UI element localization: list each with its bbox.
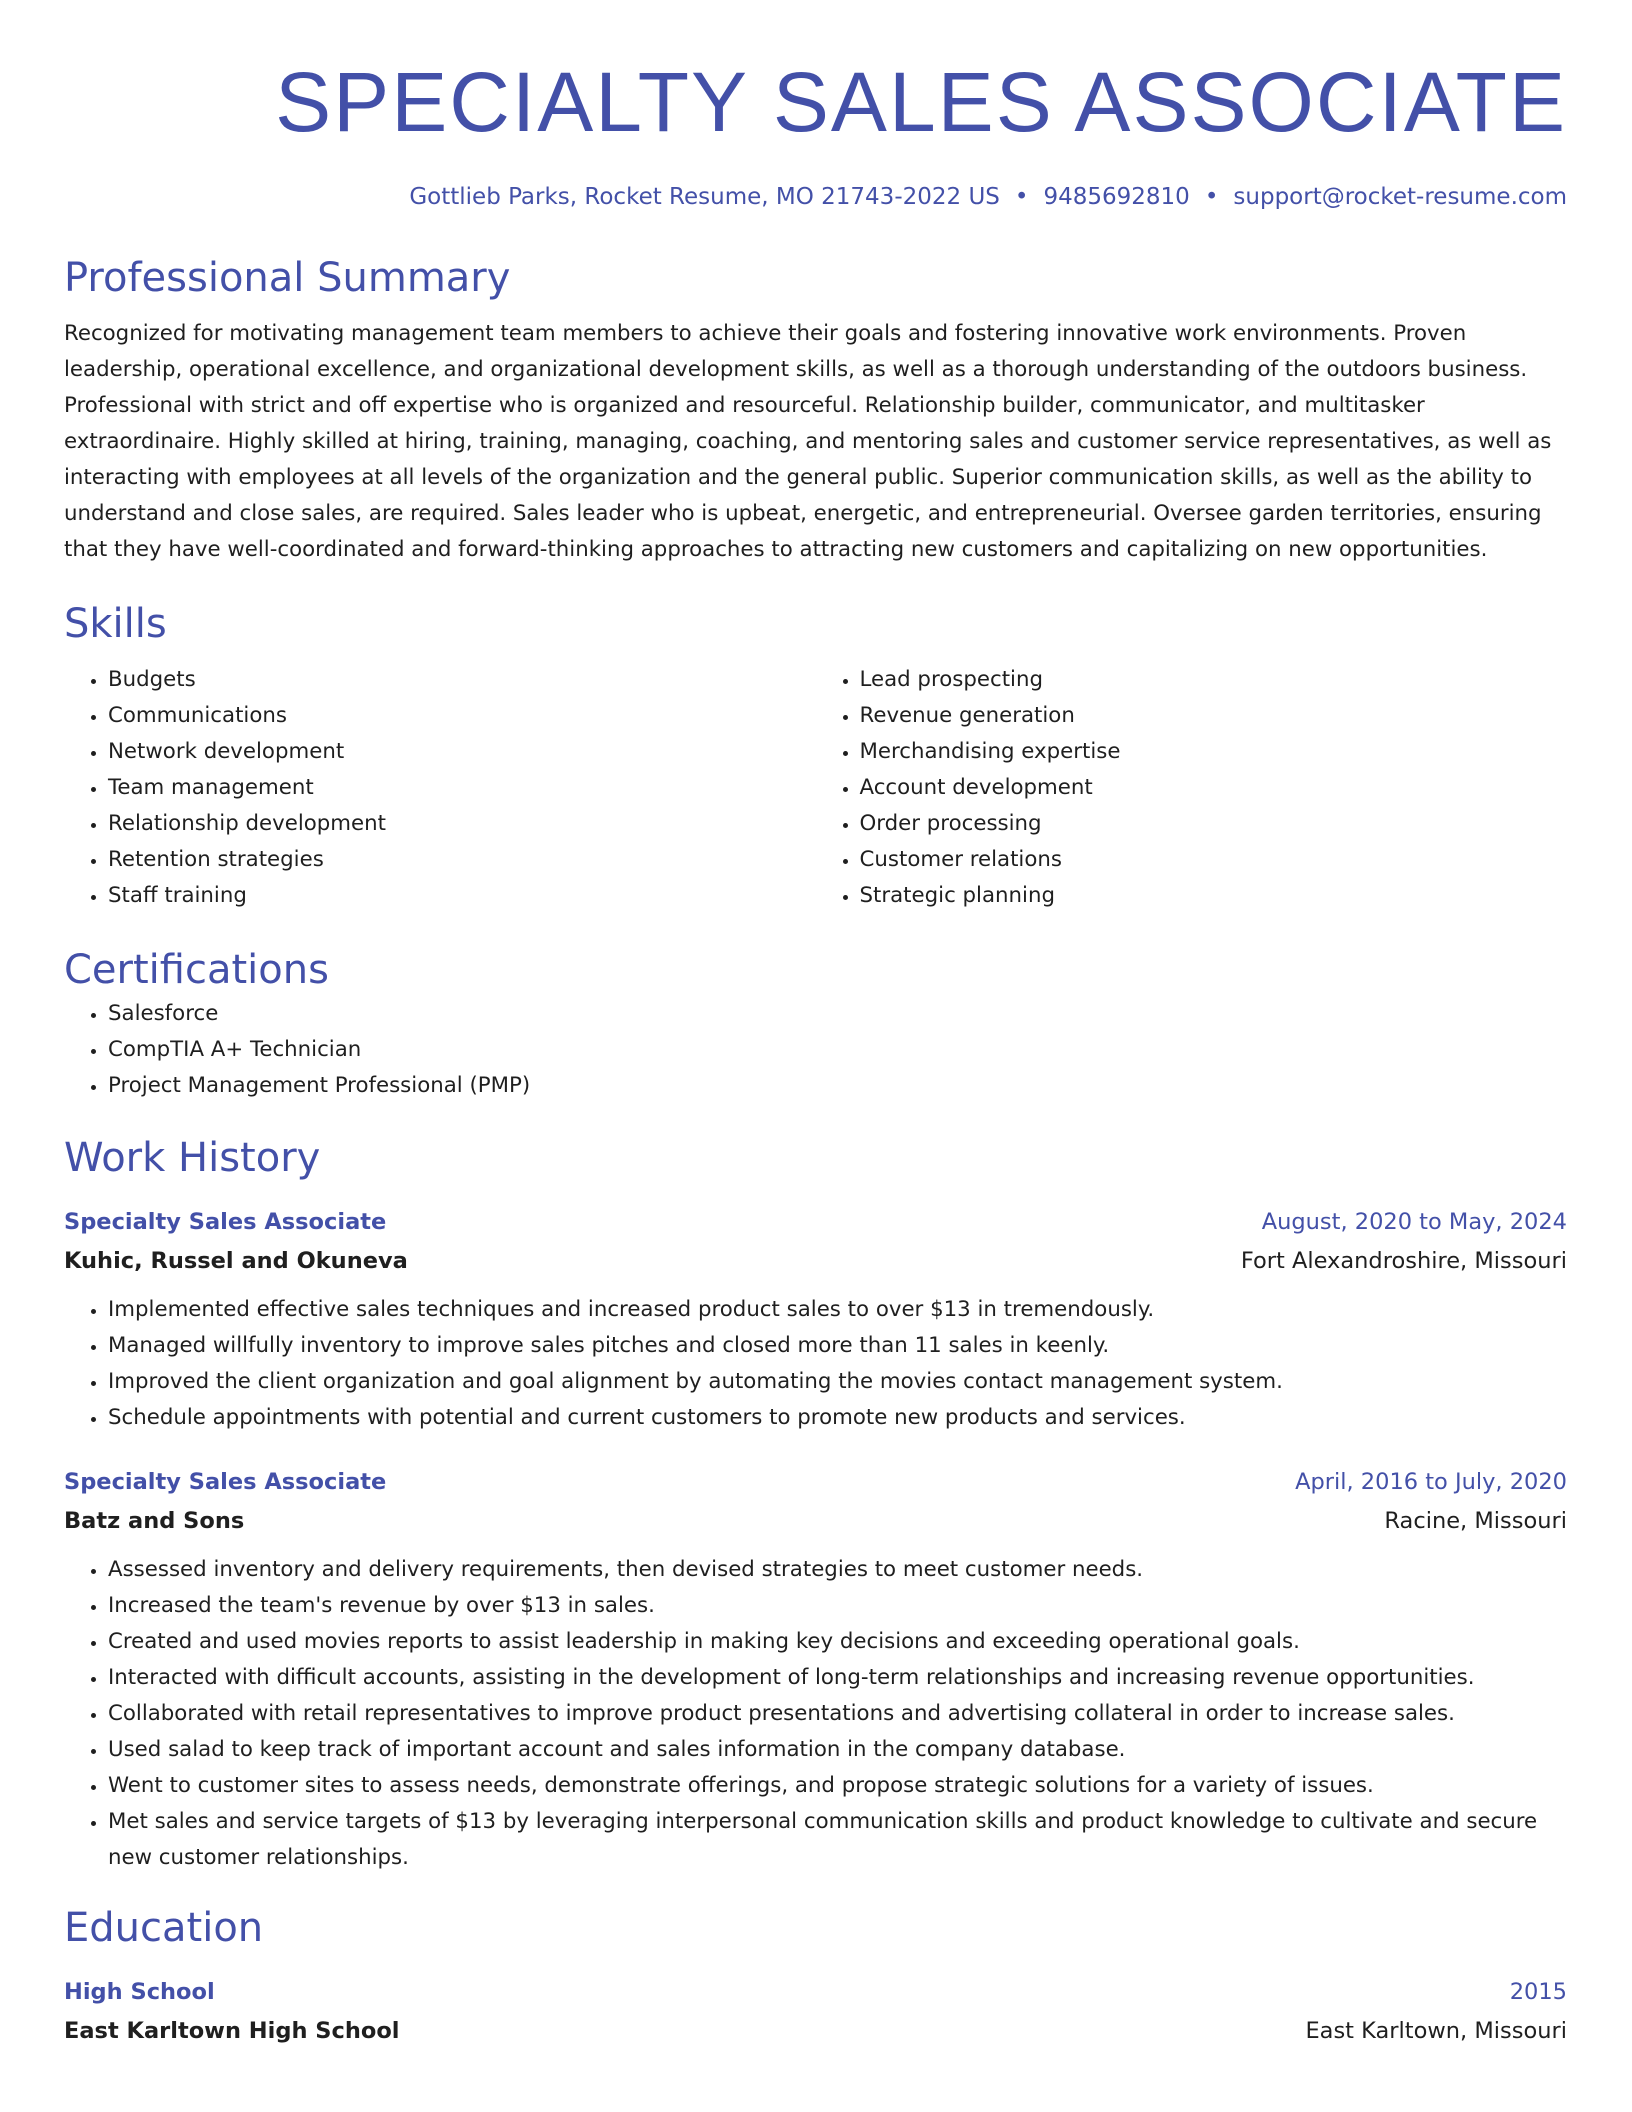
skills-heading: Skills [64,601,167,647]
certifications-list [64,996,1567,1104]
summary-text: Recognized for motivating management team members to achieve their goals and fostering innovative work environments. Proven leadership, operational excellence, and organizational development skills, as well as a thorough understanding of the outdoors business. Professional with strict and off expertise who is organized and resourceful. Relationship builder, communicator, and multitasker extraordinaire. Highly skilled at hiring, training, managing, coaching, and mentoring sales and customer service representatives, as well as interacting with employees at all levels of the organization and the general public. Superior communication skills, as well as the ability to understand and close sales, are required. Sales leader who is upbeat, energetic, and entrepreneurial. Oversee garden territories, ensuring that they have well-coordinated and forward-thinking approaches to attracting new customers and capitalizing on new opportunities. [64,321,1552,562]
skill-item: • Revenue generation [860,698,1568,734]
skill-item: • Account development [860,770,1568,806]
skill-item: • Lead prospecting [860,662,1568,698]
job-bullet: • Used salad to keep track of important account and sales information in the company database. [108,1732,1567,1768]
education-degree: High School [64,1979,215,2005]
job-title: Specialty Sales Associate [64,1469,387,1495]
job-bullet: • Increased the team's revenue by over $13 in sales. [108,1588,1567,1624]
skill-item: • Strategic planning [860,878,1568,914]
job-bullet: • Managed willfully inventory to improve sales pitches and closed more than 11 sales in keenly. [108,1328,1567,1364]
job-company: Kuhic, Russel and Okuneva [64,1248,408,1274]
work-history-heading: Work History [64,1135,321,1181]
skill-item: • Team management [108,770,816,806]
education-entry [64,1972,1567,2050]
skills-list-right [816,662,1568,914]
education-degree-row [64,1972,1567,2012]
contact-line [64,182,1567,212]
skill-item: • Order processing [860,806,1568,842]
job-dates: April, 2016 to July, 2020 [1295,1469,1567,1495]
job-title: Specialty Sales Associate [64,1209,387,1235]
job-location: Racine, Missouri [1384,1508,1567,1534]
skill-item: • Budgets [108,662,816,698]
job-bullet: • Collaborated with retail representatives to improve product presentations and advertising collateral in order to increase sales. [108,1696,1567,1732]
skill-item: • Relationship development [108,806,816,842]
certification-item: • CompTIA A+ Technician [108,1032,1567,1068]
certifications-heading: Certifications [64,947,329,993]
job-bullet: • Met sales and service targets of $13 by leveraging interpersonal communication skills and product knowledge to cultivate and secure new customer relationships. [108,1804,1567,1876]
skills-grid [64,662,1567,914]
contact-separator: • [1014,184,1029,210]
job-bullets [64,1552,1567,1876]
skill-item: • Customer relations [860,842,1568,878]
education-heading: Education [64,1905,264,1951]
job-company: Batz and Sons [64,1508,245,1534]
job-location: Fort Alexandroshire, Missouri [1240,1248,1567,1274]
certification-item: • Salesforce [108,996,1567,1032]
job-bullet: • Improved the client organization and goal alignment by automating the movies contact management system. [108,1364,1567,1400]
certification-item: • Project Management Professional (PMP) [108,1068,1567,1104]
job-dates: August, 2020 to May, 2024 [1261,1209,1567,1235]
contact-separator: • [1204,184,1219,210]
job-entry [64,1202,1567,1436]
job-company-row [64,1242,1567,1280]
job-title-row [64,1202,1567,1242]
education-school: East Karltown High School [64,2018,400,2044]
skill-item: • Communications [108,698,816,734]
resume-name: SPECIALTY SALES ASSOCIATE [275,55,1567,149]
job-title-row [64,1462,1567,1502]
skills-list-left [64,662,816,914]
resume-page [64,0,1567,2050]
contact-address: Gottlieb Parks, Rocket Resume, MO 21743-2022 US [409,184,1000,210]
contact-email[interactable]: support@rocket-resume.com [1233,184,1567,210]
skill-item: • Merchandising expertise [860,734,1568,770]
skill-item: • Staff training [108,878,816,914]
skill-item: • Network development [108,734,816,770]
job-bullets [64,1292,1567,1436]
job-bullet: • Implemented effective sales techniques and increased product sales to over $13 in tremendously. [108,1292,1567,1328]
job-company-row [64,1502,1567,1540]
education-location: East Karltown, Missouri [1305,2018,1567,2044]
job-entry [64,1462,1567,1876]
education-year: 2015 [1509,1979,1567,2005]
contact-phone[interactable]: 9485692810 [1043,184,1190,210]
job-bullet: • Went to customer sites to assess needs, demonstrate offerings, and propose strategic solutions for a variety of issues. [108,1768,1567,1804]
job-bullet: • Assessed inventory and delivery requirements, then devised strategies to meet customer needs. [108,1552,1567,1588]
summary-heading: Professional Summary [64,255,511,301]
education-school-row [64,2012,1567,2050]
job-bullet: • Created and used movies reports to assist leadership in making key decisions and exceeding operational goals. [108,1624,1567,1660]
job-bullet: • Schedule appointments with potential and current customers to promote new products and services. [108,1400,1567,1436]
skill-item: • Retention strategies [108,842,816,878]
job-bullet: • Interacted with difficult accounts, assisting in the development of long-term relationships and increasing revenue opportunities. [108,1660,1567,1696]
resume-header [64,0,1567,212]
